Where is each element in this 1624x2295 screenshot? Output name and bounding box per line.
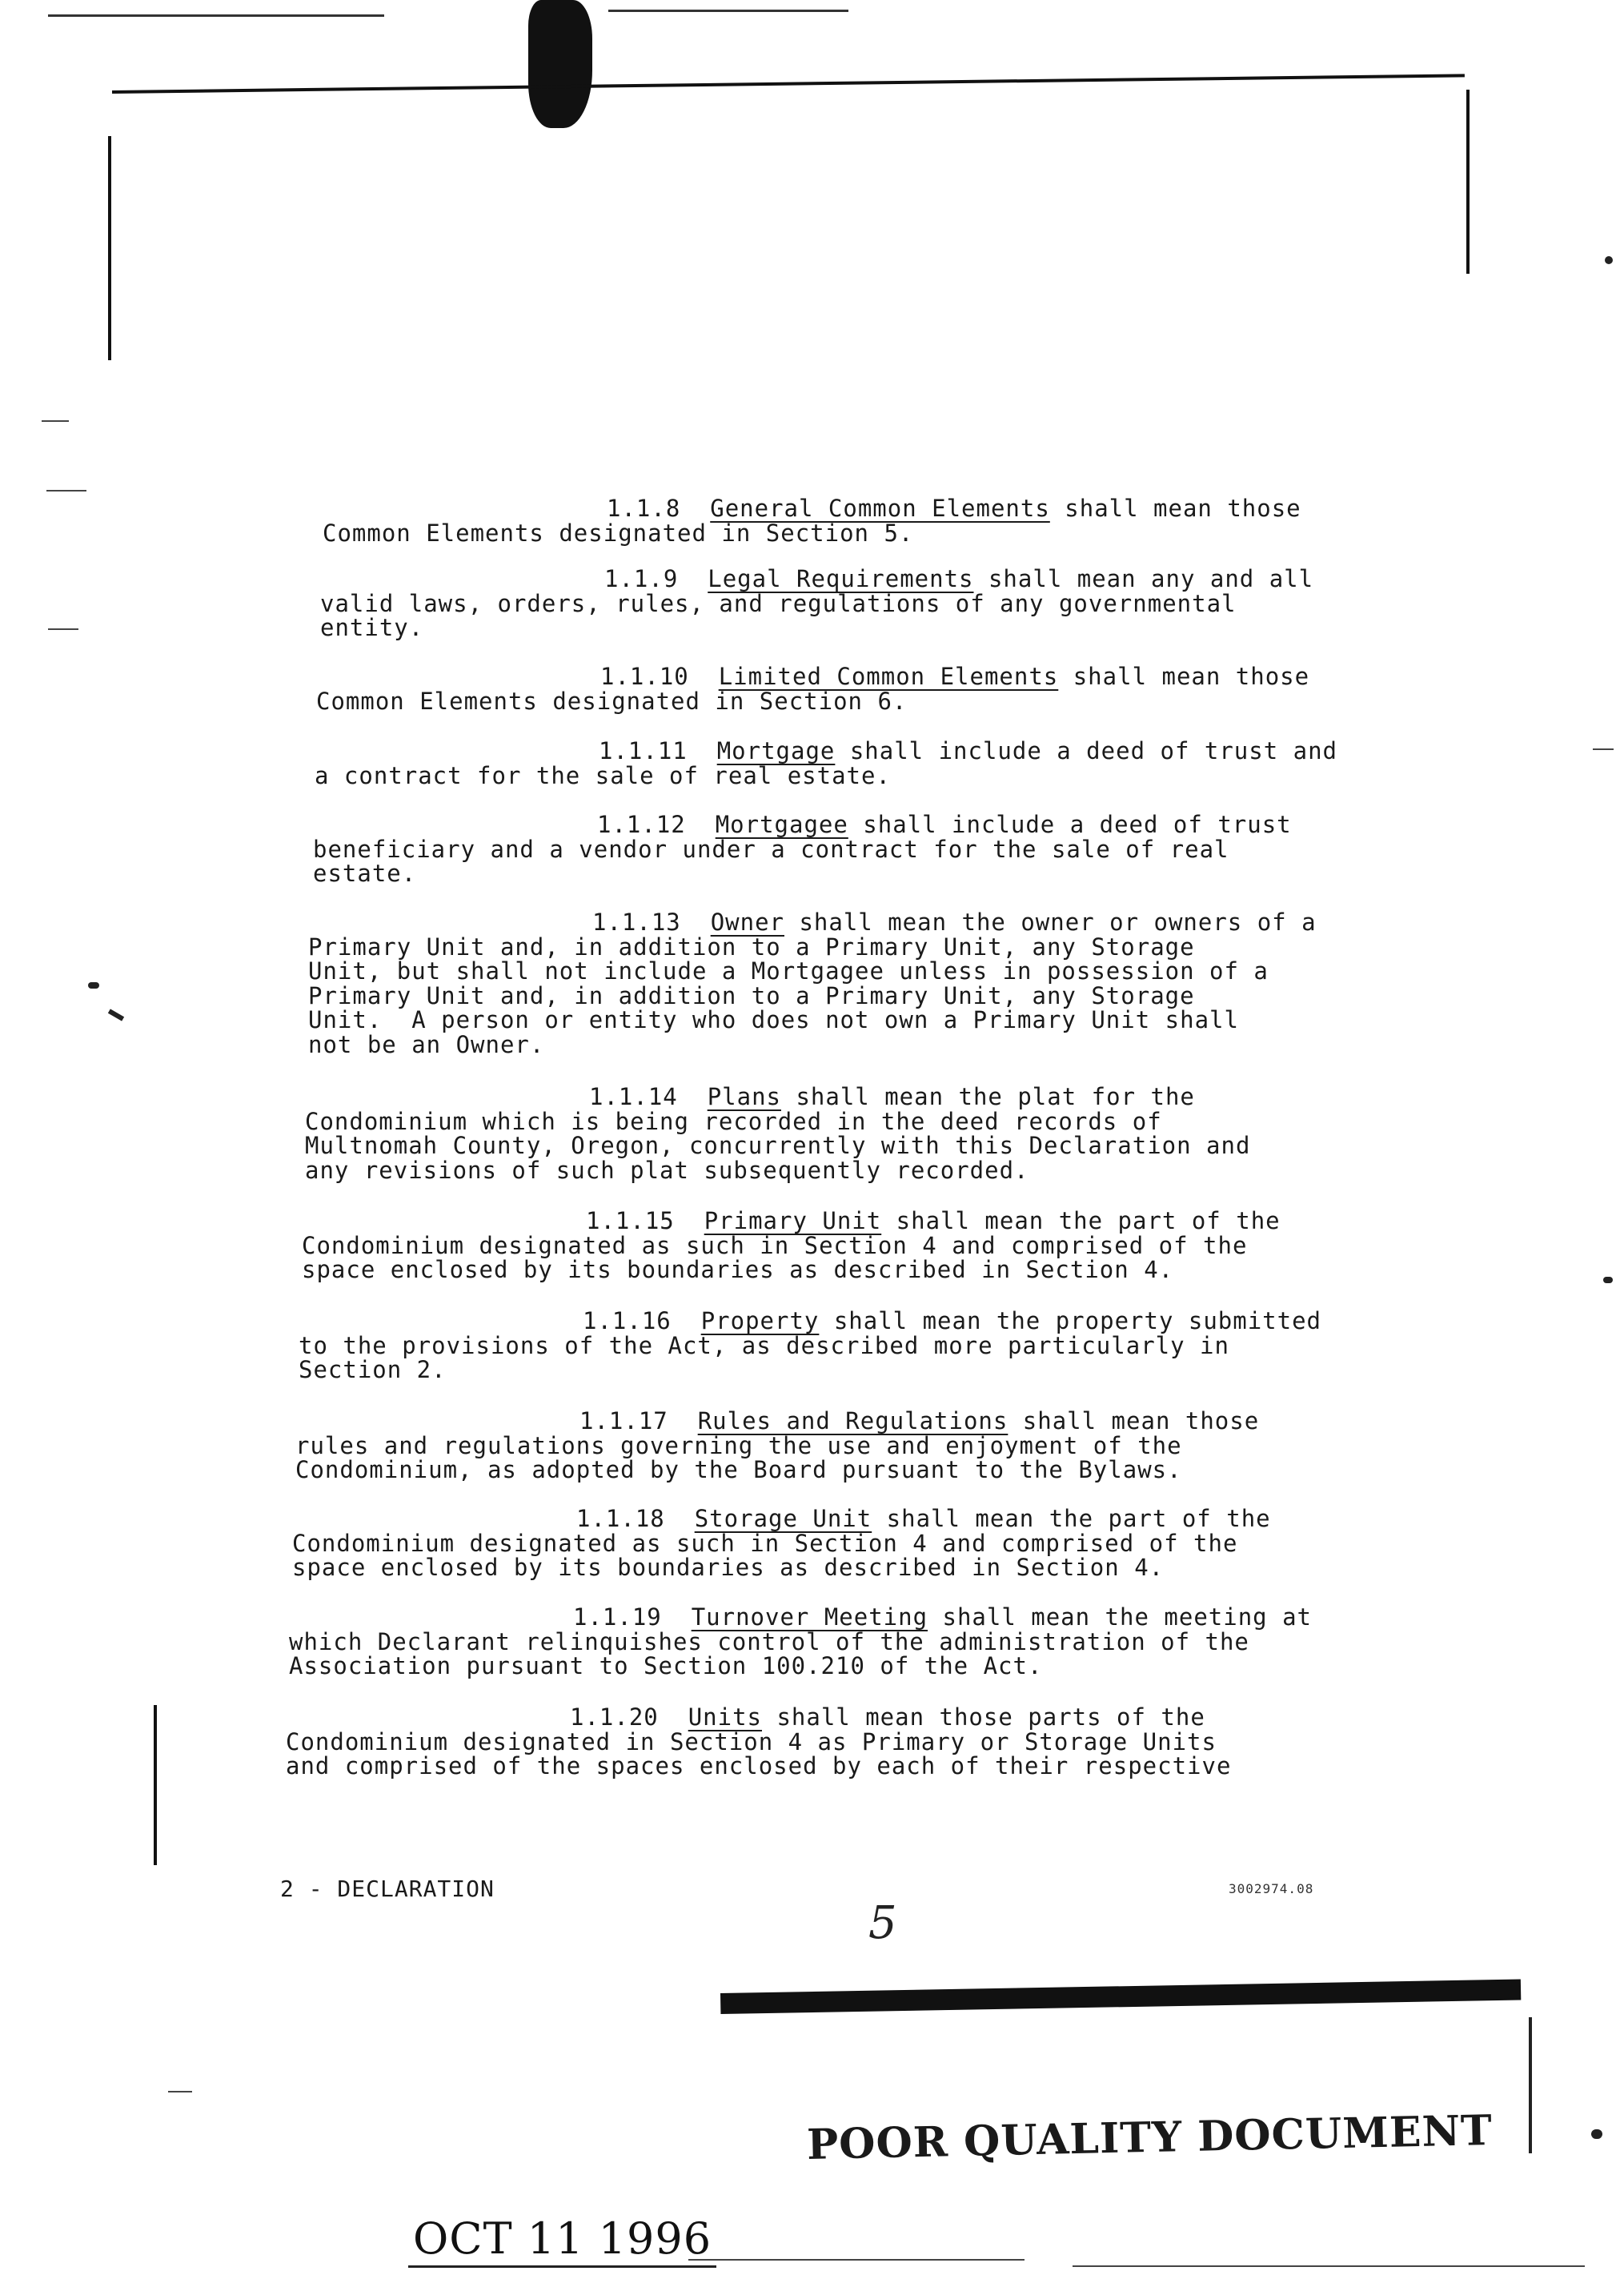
scan-speck	[1605, 256, 1613, 264]
definition-paragraph: 1.1.14 Plans shall mean the plat for the Condominium which is being recorded in the deed records of Multnomah County, Oregon, concurrently with this Declaration and any revisions of such plat subsequently recorded.	[305, 1083, 1251, 1184]
definition-paragraph: 1.1.10 Limited Common Elements shall mean those Common Elements designated in Section 6.	[316, 663, 1310, 715]
scan-mark	[48, 628, 78, 630]
definition-paragraph: 1.1.12 Mortgagee shall include a deed of trust beneficiary and a vendor under a contract for the sale of real estate.	[313, 811, 1292, 887]
defined-term: Mortgage	[716, 737, 836, 764]
definition-paragraph: 1.1.16 Property shall mean the property submitted to the provisions of the Act, as described more particularly in Section 2.	[299, 1307, 1321, 1383]
scan-speck	[108, 1009, 124, 1021]
defined-term: Limited Common Elements	[718, 663, 1059, 690]
defined-term: Turnover Meeting	[691, 1603, 928, 1631]
definition-paragraph: 1.1.8 General Common Elements shall mean those Common Elements designated in Section 5.	[323, 495, 1301, 547]
scan-smudge	[528, 0, 592, 128]
definition-paragraph: 1.1.13 Owner shall mean the owner or owners of a Primary Unit and, in addition to a Primary Unit, any Storage Unit, but shall not include a Mortgagee unless in possession of a Primary Unit and, in addition to a Primary Unit, any Storage Unit. A person or entity who does not own a Primary Unit shall not be an Owner.	[308, 909, 1317, 1058]
scan-mark	[1593, 748, 1614, 750]
definition-paragraph: 1.1.19 Turnover Meeting shall mean the meeting at which Declarant relinquishes control of the administration of the Association pursuant to Section 100.210 of the Act.	[289, 1603, 1312, 1679]
scan-mark	[48, 14, 384, 17]
frame-border-top	[112, 74, 1465, 94]
frame-border-right	[1466, 90, 1470, 274]
scan-speck	[1591, 2129, 1602, 2139]
defined-term: General Common Elements	[710, 495, 1050, 522]
definition-paragraph: 1.1.15 Primary Unit shall mean the part of the Condominium designated as such in Section 4 and comprised of the space enclosed by its boundaries as described in Section 4.	[302, 1207, 1281, 1283]
frame-border-left	[108, 136, 111, 360]
defined-term: Plans	[707, 1083, 781, 1110]
scan-mark	[688, 2259, 1025, 2261]
definition-paragraph: 1.1.20 Units shall mean those parts of the Condominium designated in Section 4 as Primary or Storage Units and comprised of the spaces enclosed by each of their respective	[286, 1703, 1232, 1779]
defined-term: Mortgagee	[715, 811, 848, 838]
defined-term: Owner	[710, 909, 784, 936]
scan-mark	[46, 490, 86, 491]
handwritten-page-number: 5	[868, 1897, 897, 1949]
frame-border-left	[154, 1705, 157, 1865]
stamp-text: POOR QUALITY DOCUMENT	[806, 2106, 1494, 2169]
defined-term: Property	[700, 1307, 820, 1334]
definition-paragraph: 1.1.11 Mortgage shall include a deed of trust and a contract for the sale of real estate.	[315, 737, 1337, 789]
page-footer-label: 2 - DECLARATION	[280, 1876, 495, 1902]
scan-speck	[88, 982, 99, 989]
defined-term: Rules and Regulations	[697, 1407, 1008, 1434]
quality-stamp	[720, 1993, 1537, 2169]
defined-term: Primary Unit	[704, 1207, 882, 1234]
defined-term: Legal Requirements	[708, 565, 974, 592]
date-stamp: OCT 11 1996	[408, 2213, 716, 2268]
defined-term: Units	[688, 1703, 762, 1731]
scan-mark	[608, 10, 848, 12]
defined-term: Storage Unit	[694, 1505, 872, 1532]
document-code: 3002974.08	[1229, 1881, 1314, 1896]
definition-paragraph: 1.1.9 Legal Requirements shall mean any and all valid laws, orders, rules, and regulations of any governmental entity.	[320, 565, 1314, 641]
scan-mark	[1073, 2265, 1585, 2267]
definition-paragraph: 1.1.18 Storage Unit shall mean the part of the Condominium designated as such in Section 4 and comprised of the space enclosed by its boundaries as described in Section 4.	[292, 1505, 1271, 1581]
definition-paragraph: 1.1.17 Rules and Regulations shall mean those rules and regulations governing the use and enjoyment of the Condominium, as adopted by the Board pursuant to the Bylaws.	[295, 1407, 1260, 1483]
scan-mark	[168, 2091, 192, 2092]
scan-mark	[42, 420, 69, 422]
stamp-bar	[720, 1980, 1521, 2014]
scan-speck	[1603, 1277, 1613, 1283]
